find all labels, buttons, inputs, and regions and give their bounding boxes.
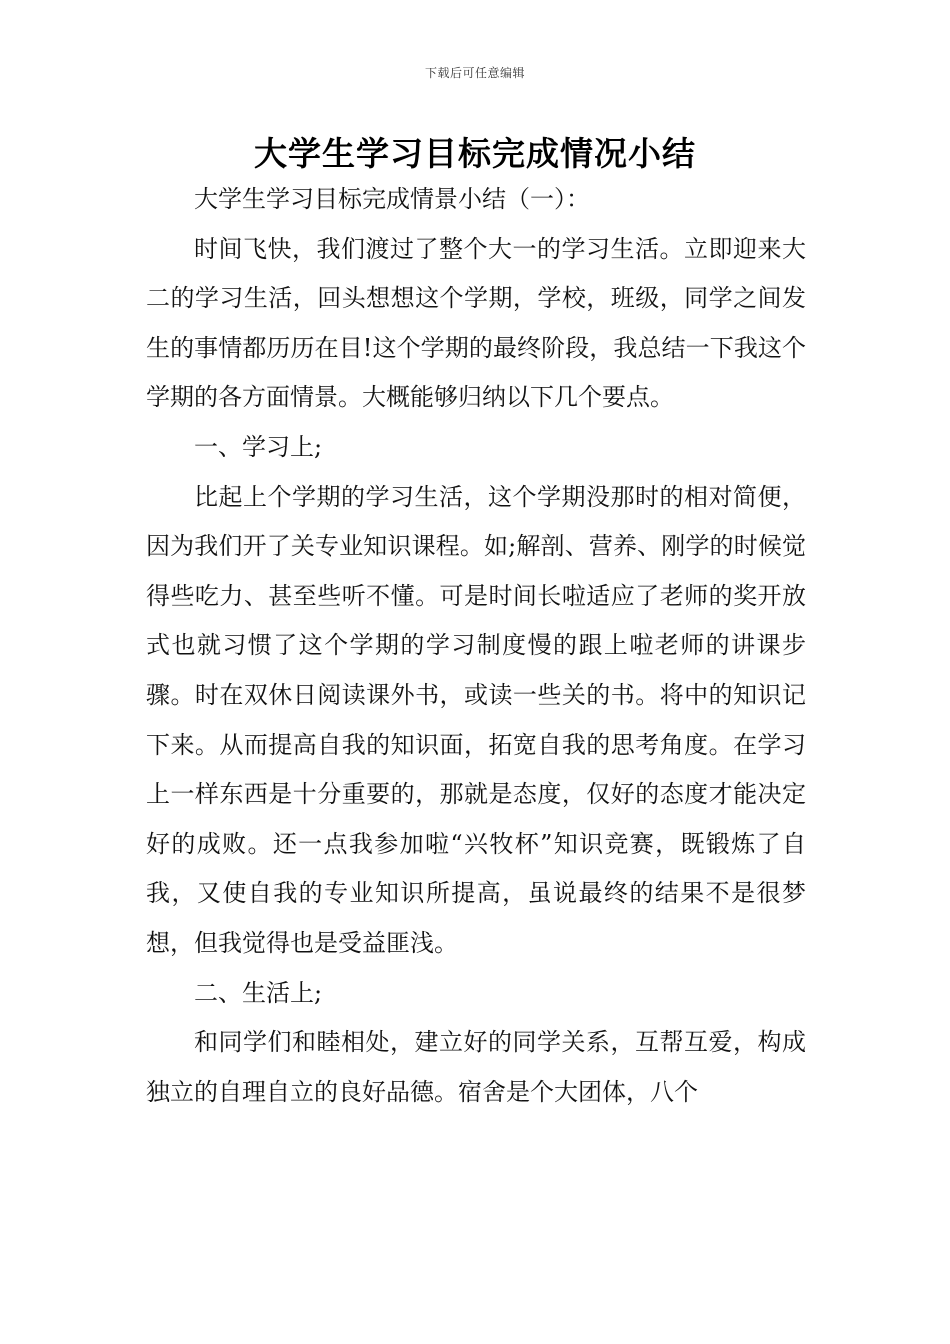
paragraph-intro: 时间飞快，我们渡过了整个大一的学习生活。立即迎来大二的学习生活，回头想想这个学期，学校，班级，同学之间发生的事情都历历在目!这个学期的最终阶段，我总结一下我这个学期的各方面情景。大概能够归纳以下几个要点。 [146, 234, 806, 412]
header-note: 下载后可任意编辑 [424, 66, 525, 80]
document-subtitle: 大学生学习目标完成情景小结（一）： [194, 185, 590, 213]
paragraph-life: 和同学们和睦相处，建立好的同学关系，互帮互爱，构成独立的自理自立的良好品德。宿舍是个大团体，八个 [146, 1028, 806, 1106]
section-heading-study: 一、学习上; [194, 432, 323, 461]
paragraph-study: 比起上个学期的学习生活，这个学期没那时的相对简便，因为我们开了关专业知识课程。如;解剖、营养、刚学的时候觉得些吃力、甚至些听不懂。可是时间长啦适应了老师的奖开放式也就习惯了这个学期的学习制度慢的跟上啦老师的讲课步骤。时在双休日阅读课外书，或读一些关的书。将中的知识记下来。从而提高自我的知识面，拓宽自我的思考角度。在学习上一样东西是十分重要的，那就是态度，仅好的态度才能决定好的成败。还一点我参加啦“兴牧杯”知识竞赛，既锻炼了自我，又使自我的专业知识所提高，虽说最终的结果不是很梦想，但我觉得也是受益匪浅。 [146, 482, 806, 957]
section-heading-life: 二、生活上; [194, 978, 323, 1007]
document-body [146, 175, 806, 1117]
document-title: 大学生学习目标完成情况小结 [254, 134, 696, 173]
